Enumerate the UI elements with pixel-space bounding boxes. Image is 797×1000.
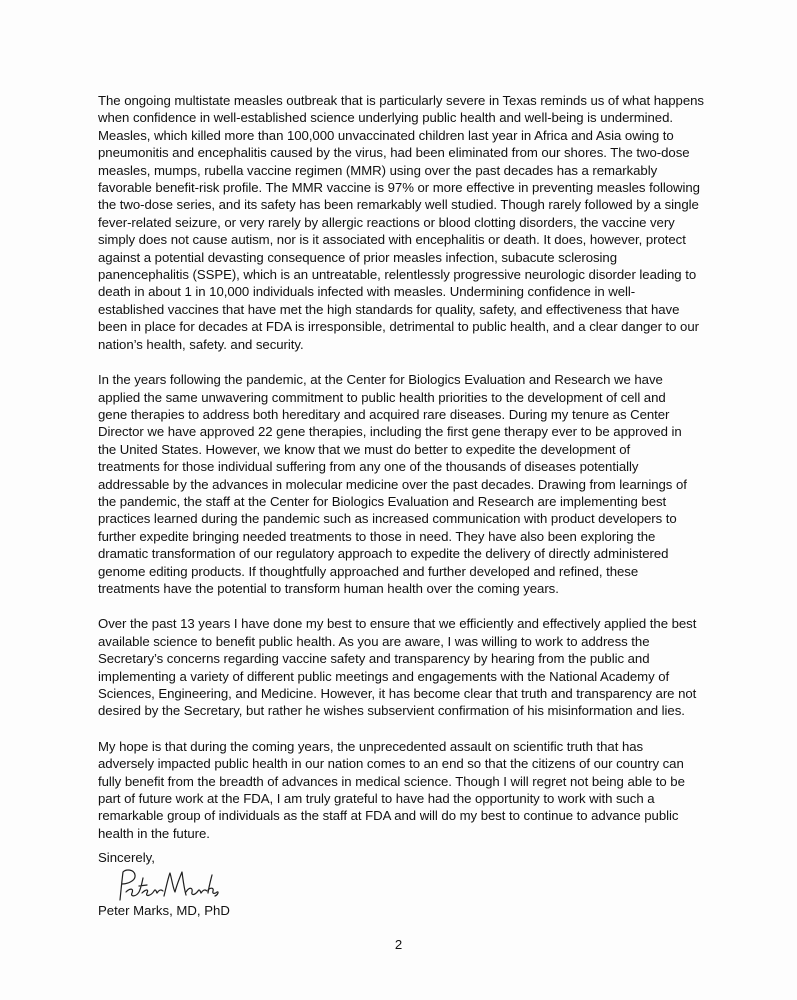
closing-salutation: Sincerely, <box>98 850 155 865</box>
signer-name: Peter Marks, MD, PhD <box>98 903 230 918</box>
paragraph-past-13-years: Over the past 13 years I have done my best to ensure that we efficiently and effectively applied the best available science to benefit public health. As you are aware, I was willing to work to address the Secretary’s concerns regarding vaccine safety and transparency by hearing from the public and implementing a variety of different public meetings and engagements with the National Academy of Sciences, Engineering, and Medicine. However, it has become clear that truth and transparency are not desired by the Secretary, but rather he wishes subservient confirmation of his misinformation and lies. <box>98 616 697 719</box>
paragraph-gene-therapies: In the years following the pandemic, at the Center for Biologics Evaluation and Research we have applied the same unwavering commitment to public health priorities to the development of cell and gene therapies to address both hereditary and acquired rare diseases. During my tenure as Center Director we have approved 22 gene therapies, including the first gene therapy ever to be approved in the United States. However, we know that we must do better to expedite the development of treatments for those individual suffering from any one of the thousands of diseases potentially addressable by the advances in molecular medicine over the past decades. Drawing from learnings of the pandemic, the staff at the Center for Biologics Evaluation and Research are implementing best practices learned during the pandemic such as increased communication with product developers to further expedite bringing needed treatments to those in need. They have also been exploring the dramatic transformation of our regulatory approach to expedite the delivery of directly administered genome editing products. If thoughtfully approached and further developed and refined, these treatments have the potential to transform human health over the coming years. <box>98 372 687 596</box>
handwritten-signature <box>112 866 222 906</box>
paragraph-measles-outbreak: The ongoing multistate measles outbreak that is particularly severe in Texas reminds us of what happens when confidence in well-established science underlying public health and well-being is undermined. Measles, which killed more than 100,000 unvaccinated children last year in Africa and Asia owing to pneumonitis and encephalitis caused by the virus, had been eliminated from our shores. The two-dose measles, mumps, rubella vaccine regimen (MMR) using over the past decades has a remarkably favorable benefit-risk profile. The MMR vaccine is 97% or more effective in preventing measles following the two-dose series, and its safety has been remarkably well studied. Though rarely followed by a single fever-related seizure, or very rarely by allergic reactions or blood clotting disorders, the vaccine very simply does not cause autism, nor is it associated with encephalitis or death. It does, however, protect against a potential devasting consequence of prior measles infection, subacute sclerosing panencephalitis (SSPE), which is an untreatable, relentlessly progressive neurologic disorder leading to death in about 1 in 10,000 individuals infected with measles. Undermining confidence in well- established vaccines that have met the high standards for quality, safety, and effectiveness that have been in place for decades at FDA is irresponsible, detrimental to public health, and a clear danger to our nation’s health, safety. and security. <box>98 93 704 352</box>
paragraph-hope-for-future: My hope is that during the coming years, the unprecedented assault on scientific truth that has adversely impacted public health in our nation comes to an end so that the citizens of our country can fully benefit from the breadth of advances in medical science. Though I will regret not being able to be part of future work at the FDA, I am truly grateful to have had the opportunity to work with such a remarkable group of individuals as the staff at FDA and will do my best to continue to advance public health in the future. <box>98 738 685 841</box>
letter-body <box>98 92 710 860</box>
page-number: 2 <box>394 937 403 952</box>
